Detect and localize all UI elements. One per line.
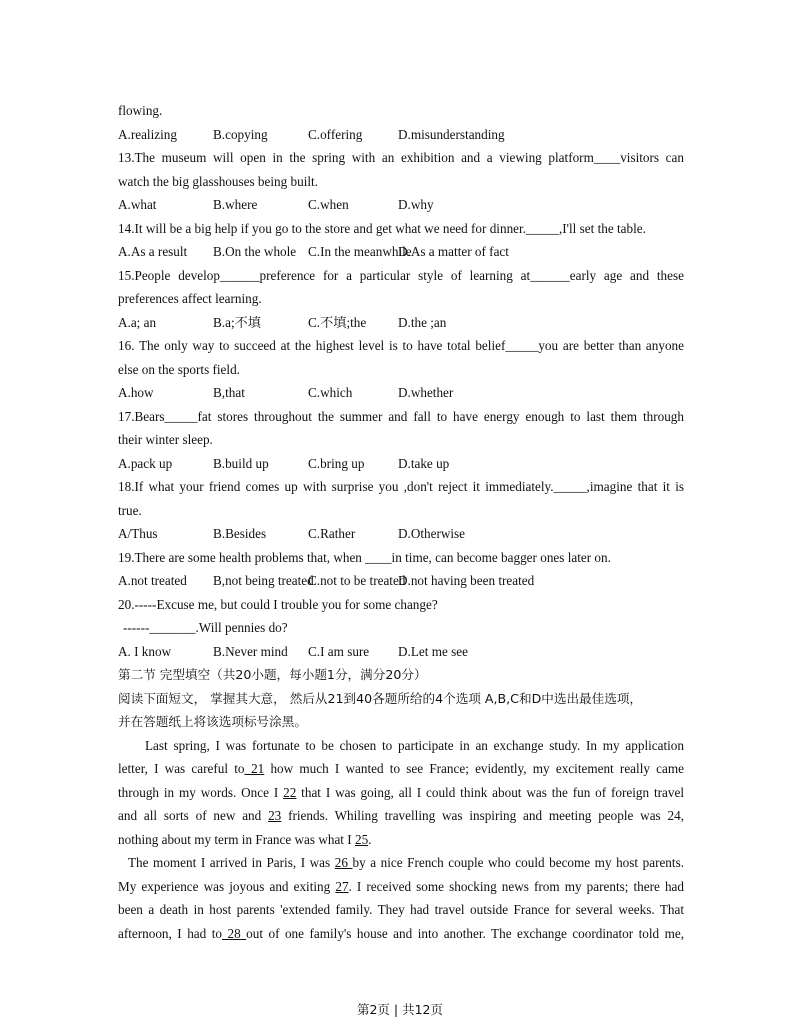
passage-line <box>118 898 684 922</box>
passage-text: and all sorts of new and <box>118 808 269 823</box>
answer-options <box>118 522 684 546</box>
blank-number: 23 <box>268 808 282 823</box>
option-b: B,that <box>213 385 245 400</box>
passage-line <box>118 922 684 946</box>
question-text: preferences affect learning. <box>118 291 262 306</box>
option-d: D.As a matter of fact <box>398 244 509 259</box>
option-c: C.bring up <box>308 455 365 471</box>
answer-options <box>118 569 684 593</box>
passage-text: afternoon, I had to <box>118 925 222 941</box>
question-text: 20.-----Excuse me, but could I trouble you for some change? <box>118 596 438 612</box>
passage-text: My experience was joyous and exiting <box>118 878 336 894</box>
option-d: D.not having been treated <box>398 573 535 588</box>
option-a: A.a; an <box>118 314 157 330</box>
option-c: C.offering <box>308 126 363 142</box>
option-a: A.what <box>118 197 157 212</box>
question-text: watch the big glasshouses being built. <box>118 173 318 189</box>
passage-line <box>118 828 684 852</box>
question-text: ------_______.Will pennies do? <box>123 620 288 635</box>
option-b: B.where <box>213 197 258 212</box>
passage-line <box>118 851 684 875</box>
section-instruction: 第二节 完型填空（共20小题，每小题1分，满分20分） <box>118 667 427 682</box>
option-c: C.不填;the <box>308 314 367 330</box>
question-text: 17.Bears_____fat stores throughout the summer and fall to have energy enough to last them through <box>118 408 684 424</box>
option-d: D.take up <box>398 455 450 471</box>
option-c: C.In the meanwhile <box>308 244 412 259</box>
option-b: B.a;不填 <box>213 314 261 330</box>
option-b: B.copying <box>213 126 268 142</box>
answer-options <box>118 123 684 147</box>
question-text: their winter sleep. <box>118 432 213 447</box>
answer-options <box>118 381 684 405</box>
passage-text: . I received some shocking news from my parents; there had <box>348 878 684 894</box>
passage-text: through in my words. Once I <box>118 784 284 800</box>
option-b: B.On the whole <box>213 244 297 259</box>
option-b: B,not being treated <box>213 573 314 588</box>
question-text: 16. The only way to succeed at the highest level is to have total belief_____you are better than anyone <box>118 338 684 353</box>
passage-text: been a death in host parents 'extended family. They had travel outside France for several weeks. That <box>118 902 684 917</box>
question-text: flowing. <box>118 103 163 118</box>
option-a: A.realizing <box>118 126 177 142</box>
blank-number: 25 <box>354 831 369 847</box>
option-b: B.Never mind <box>213 643 288 659</box>
option-c: C.when <box>308 197 349 212</box>
page-footer: 第2页 | 共12页 <box>356 1002 444 1017</box>
answer-options <box>118 240 684 264</box>
question-text: true. <box>118 502 142 518</box>
option-b: B.Besides <box>213 526 267 541</box>
passage-text: nothing about my term in France was what I <box>118 831 355 847</box>
blank-number: 26 <box>334 855 353 870</box>
passage-text: The moment I arrived in Paris, I was <box>128 855 335 870</box>
passage-text: by a nice French couple who could become my host parents. <box>352 855 684 870</box>
document-body <box>118 99 684 945</box>
blank-number: 22 <box>283 784 297 800</box>
answer-options <box>118 311 684 335</box>
option-d: D.Let me see <box>398 643 468 659</box>
question-text: 13.The museum will open in the spring with an exhibition and a viewing platform____visitors can <box>118 150 684 165</box>
option-d: D.whether <box>398 385 454 400</box>
passage-text: that I was going, all I could think about was the fun of foreign travel <box>296 784 684 800</box>
passage-text: out of one family's house and into another. The exchange coordinator told me, <box>246 925 684 941</box>
passage-text: letter, I was careful to <box>118 761 245 776</box>
passage-text: . <box>368 831 372 847</box>
option-a: A. I know <box>118 643 172 659</box>
option-c: C.I am sure <box>308 643 370 659</box>
question-text: 14.It will be a big help if you go to the store and get what we need for dinner._____,I'll set the table. <box>118 220 646 236</box>
passage-line <box>118 757 684 781</box>
answer-options <box>118 193 684 217</box>
option-a: A.pack up <box>118 455 173 471</box>
passage-line <box>118 804 684 828</box>
option-a: A.not treated <box>118 573 187 588</box>
option-d: D.the ;an <box>398 314 447 330</box>
option-c: C.Rather <box>308 526 356 541</box>
blank-number: 28 <box>221 925 247 941</box>
section-instruction: 并在答题纸上将该选项标号涂黑。 <box>118 714 307 729</box>
section-instruction: 阅读下面短文， 掌握其大意， 然后从21到40各题所给的4个选项 A,B,C和D中选出最佳选项， <box>118 690 643 706</box>
passage-text: how much I wanted to see France; evidently, my excitement really came <box>264 761 684 776</box>
option-c: C.not to be treated <box>308 573 406 588</box>
passage-line <box>118 734 684 758</box>
option-a: A.As a result <box>118 244 188 259</box>
option-b: B.build up <box>213 455 269 471</box>
question-text: 18.If what your friend comes up with surprise you ,don't reject it immediately._____,imagine that it is <box>118 479 684 494</box>
option-d: D.Otherwise <box>398 526 466 541</box>
option-a: A.how <box>118 385 154 400</box>
question-text: 19.There are some health problems that, when ____in time, can become bagger ones later on. <box>118 549 611 565</box>
passage-text: friends. Whiling travelling was inspiring and meeting people was 24, <box>281 808 684 823</box>
question-text: else on the sports field. <box>118 361 240 377</box>
passage-line <box>118 781 684 805</box>
option-d: D.misunderstanding <box>398 126 505 142</box>
question-text: 15.People develop______preference for a particular style of learning at______early age and these <box>118 267 684 283</box>
passage-text: Last spring, I was fortunate to be chosen to participate in an exchange study. In my application <box>145 737 684 753</box>
option-d: D.why <box>398 197 434 212</box>
answer-options <box>118 640 684 664</box>
blank-number: _21 <box>244 761 265 776</box>
option-c: C.which <box>308 385 353 400</box>
passage-line <box>118 875 684 899</box>
answer-options <box>118 452 684 476</box>
blank-number: 27 <box>335 878 349 894</box>
option-a: A/Thus <box>118 526 158 541</box>
